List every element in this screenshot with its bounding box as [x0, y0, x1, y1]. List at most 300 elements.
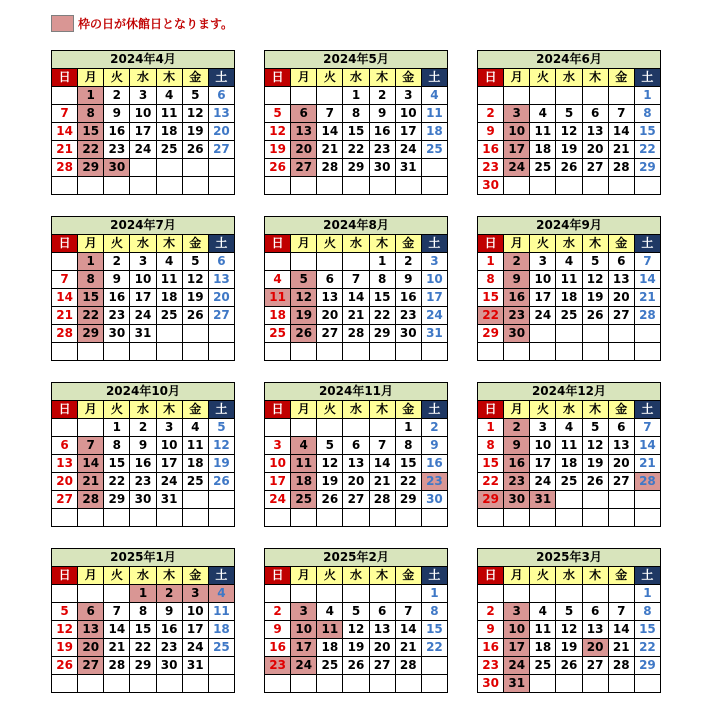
day-cell: 21 — [395, 639, 421, 657]
empty-cell — [208, 343, 234, 361]
empty-cell — [130, 675, 156, 693]
day-cell: 22 — [395, 473, 421, 491]
weekday-header: 火 — [317, 235, 343, 253]
day-cell: 19 — [208, 455, 234, 473]
day-cell: 29 — [634, 159, 660, 177]
closed-day-cell: 30 — [504, 491, 530, 509]
empty-cell — [421, 509, 447, 527]
weekday-header: 月 — [78, 567, 104, 585]
day-cell: 28 — [343, 325, 369, 343]
empty-cell — [156, 509, 182, 527]
day-cell: 17 — [530, 289, 556, 307]
day-cell: 14 — [104, 621, 130, 639]
empty-cell — [265, 177, 291, 195]
day-cell: 5 — [265, 105, 291, 123]
day-cell: 21 — [369, 473, 395, 491]
weekday-header: 金 — [395, 69, 421, 87]
weekday-header: 火 — [104, 401, 130, 419]
closed-day-cell: 5 — [291, 271, 317, 289]
weekday-header: 日 — [478, 567, 504, 585]
month-calendar — [477, 216, 661, 377]
month-calendar — [51, 216, 235, 377]
weekday-header: 木 — [369, 567, 395, 585]
month-calendar — [51, 548, 235, 709]
closed-day-cell: 8 — [78, 271, 104, 289]
day-cell: 9 — [156, 603, 182, 621]
day-cell: 19 — [582, 455, 608, 473]
day-cell: 14 — [369, 455, 395, 473]
weekday-header: 火 — [317, 401, 343, 419]
month-calendar — [477, 382, 661, 543]
weekday-header: 月 — [504, 567, 530, 585]
empty-cell — [265, 87, 291, 105]
day-cell: 22 — [369, 307, 395, 325]
empty-cell — [208, 657, 234, 675]
day-cell: 12 — [265, 123, 291, 141]
weekday-header: 土 — [421, 235, 447, 253]
day-cell: 22 — [634, 639, 660, 657]
empty-cell — [634, 343, 660, 361]
day-cell: 5 — [182, 87, 208, 105]
empty-cell — [582, 675, 608, 693]
day-cell: 4 — [530, 105, 556, 123]
weekday-header: 火 — [530, 401, 556, 419]
day-cell: 26 — [182, 307, 208, 325]
empty-cell — [608, 87, 634, 105]
day-cell: 14 — [608, 123, 634, 141]
closed-day-swatch — [51, 15, 74, 32]
day-cell: 2 — [421, 419, 447, 437]
day-cell: 30 — [421, 491, 447, 509]
day-cell: 1 — [478, 253, 504, 271]
empty-cell — [582, 87, 608, 105]
weekday-header: 木 — [369, 69, 395, 87]
day-cell: 12 — [582, 271, 608, 289]
day-cell: 8 — [130, 603, 156, 621]
day-cell: 20 — [208, 289, 234, 307]
day-cell: 10 — [156, 437, 182, 455]
empty-cell — [421, 177, 447, 195]
day-cell: 28 — [52, 159, 78, 177]
empty-cell — [343, 509, 369, 527]
day-cell: 25 — [530, 159, 556, 177]
day-cell: 5 — [208, 419, 234, 437]
empty-cell — [530, 585, 556, 603]
month-calendar — [477, 548, 661, 709]
empty-cell — [608, 675, 634, 693]
day-cell: 27 — [343, 491, 369, 509]
day-cell: 25 — [182, 473, 208, 491]
day-cell: 7 — [634, 419, 660, 437]
day-cell: 18 — [208, 621, 234, 639]
empty-cell — [582, 177, 608, 195]
day-cell: 9 — [478, 621, 504, 639]
weekday-header: 日 — [265, 567, 291, 585]
weekday-header: 土 — [421, 401, 447, 419]
empty-cell — [291, 253, 317, 271]
day-cell: 11 — [421, 105, 447, 123]
day-cell: 5 — [582, 253, 608, 271]
day-cell: 7 — [343, 271, 369, 289]
day-cell: 8 — [478, 437, 504, 455]
weekday-header: 月 — [504, 235, 530, 253]
day-cell: 7 — [608, 105, 634, 123]
empty-cell — [78, 585, 104, 603]
day-cell: 17 — [130, 123, 156, 141]
weekday-header: 土 — [634, 401, 660, 419]
closed-day-cell: 24 — [291, 657, 317, 675]
weekday-header: 月 — [291, 567, 317, 585]
day-cell: 28 — [52, 325, 78, 343]
empty-cell — [52, 343, 78, 361]
day-cell: 28 — [104, 657, 130, 675]
day-cell: 26 — [343, 657, 369, 675]
day-cell: 18 — [182, 455, 208, 473]
day-cell: 18 — [421, 123, 447, 141]
empty-cell — [582, 343, 608, 361]
closed-day-cell: 9 — [504, 437, 530, 455]
day-cell: 10 — [530, 271, 556, 289]
day-cell: 6 — [582, 105, 608, 123]
weekday-header: 月 — [78, 69, 104, 87]
weekday-header: 水 — [130, 69, 156, 87]
day-cell: 28 — [317, 159, 343, 177]
day-cell: 24 — [130, 141, 156, 159]
day-cell: 27 — [369, 657, 395, 675]
day-cell: 30 — [478, 675, 504, 693]
day-cell: 13 — [208, 105, 234, 123]
day-cell: 28 — [634, 307, 660, 325]
empty-cell — [608, 509, 634, 527]
day-cell: 12 — [556, 123, 582, 141]
day-cell: 6 — [343, 437, 369, 455]
day-cell: 23 — [369, 141, 395, 159]
weekday-header: 木 — [582, 235, 608, 253]
closed-day-cell: 16 — [504, 289, 530, 307]
day-cell: 20 — [582, 141, 608, 159]
day-cell: 15 — [343, 123, 369, 141]
month-calendar — [477, 50, 661, 211]
day-cell: 24 — [530, 307, 556, 325]
day-cell: 30 — [369, 159, 395, 177]
month-calendar — [264, 216, 448, 377]
legend — [51, 13, 233, 33]
day-cell: 21 — [52, 141, 78, 159]
day-cell: 20 — [343, 473, 369, 491]
day-cell: 26 — [556, 657, 582, 675]
empty-cell — [182, 177, 208, 195]
weekday-header: 土 — [421, 567, 447, 585]
empty-cell — [182, 159, 208, 177]
day-cell: 15 — [369, 289, 395, 307]
empty-cell — [291, 177, 317, 195]
empty-cell — [421, 675, 447, 693]
day-cell: 24 — [156, 473, 182, 491]
day-cell: 3 — [530, 253, 556, 271]
day-cell: 9 — [369, 105, 395, 123]
day-cell: 9 — [104, 105, 130, 123]
day-cell: 9 — [265, 621, 291, 639]
closed-day-cell: 23 — [421, 473, 447, 491]
day-cell: 2 — [395, 253, 421, 271]
weekday-header: 土 — [634, 567, 660, 585]
day-cell: 16 — [421, 455, 447, 473]
empty-cell — [52, 253, 78, 271]
empty-cell — [265, 343, 291, 361]
empty-cell — [291, 509, 317, 527]
empty-cell — [265, 419, 291, 437]
day-cell: 21 — [634, 455, 660, 473]
day-cell: 3 — [421, 253, 447, 271]
closed-day-cell: 22 — [78, 141, 104, 159]
empty-cell — [343, 253, 369, 271]
day-cell: 1 — [478, 419, 504, 437]
day-cell: 18 — [156, 123, 182, 141]
day-cell: 19 — [52, 639, 78, 657]
day-cell: 24 — [265, 491, 291, 509]
day-cell: 16 — [369, 123, 395, 141]
month-calendar — [264, 548, 448, 709]
empty-cell — [291, 419, 317, 437]
day-cell: 25 — [265, 325, 291, 343]
day-cell: 20 — [317, 307, 343, 325]
weekday-header: 火 — [104, 69, 130, 87]
day-cell: 17 — [395, 123, 421, 141]
weekday-header: 木 — [582, 401, 608, 419]
day-cell: 31 — [130, 325, 156, 343]
day-cell: 17 — [130, 289, 156, 307]
day-cell: 3 — [130, 253, 156, 271]
weekday-header: 月 — [78, 235, 104, 253]
day-cell: 23 — [104, 307, 130, 325]
empty-cell — [582, 585, 608, 603]
day-cell: 21 — [52, 307, 78, 325]
empty-cell — [317, 675, 343, 693]
closed-day-cell: 10 — [504, 123, 530, 141]
day-cell: 28 — [608, 657, 634, 675]
weekday-header: 日 — [478, 401, 504, 419]
day-cell: 15 — [104, 455, 130, 473]
empty-cell — [291, 87, 317, 105]
day-cell: 14 — [634, 271, 660, 289]
weekday-header: 月 — [504, 401, 530, 419]
empty-cell — [317, 419, 343, 437]
day-cell: 3 — [395, 87, 421, 105]
day-cell: 19 — [182, 289, 208, 307]
day-cell: 29 — [104, 491, 130, 509]
closed-day-cell: 4 — [208, 585, 234, 603]
day-cell: 9 — [395, 271, 421, 289]
closed-day-cell: 2 — [504, 253, 530, 271]
closed-day-cell: 4 — [291, 437, 317, 455]
empty-cell — [395, 177, 421, 195]
day-cell: 16 — [478, 141, 504, 159]
closed-day-cell: 29 — [478, 491, 504, 509]
empty-cell — [608, 343, 634, 361]
day-cell: 29 — [634, 657, 660, 675]
weekday-header: 金 — [395, 567, 421, 585]
empty-cell — [130, 177, 156, 195]
empty-cell — [104, 585, 130, 603]
weekday-header: 日 — [265, 401, 291, 419]
empty-cell — [52, 675, 78, 693]
empty-cell — [317, 177, 343, 195]
empty-cell — [421, 343, 447, 361]
empty-cell — [343, 343, 369, 361]
closed-day-cell: 3 — [291, 603, 317, 621]
weekday-header: 日 — [52, 401, 78, 419]
closed-day-cell: 20 — [78, 639, 104, 657]
day-cell: 15 — [634, 123, 660, 141]
day-cell: 28 — [608, 159, 634, 177]
day-cell: 9 — [478, 123, 504, 141]
day-cell: 7 — [52, 271, 78, 289]
day-cell: 15 — [130, 621, 156, 639]
day-cell: 1 — [634, 585, 660, 603]
weekday-header: 火 — [530, 235, 556, 253]
day-cell: 27 — [52, 491, 78, 509]
weekday-header: 土 — [208, 69, 234, 87]
weekday-header: 木 — [369, 235, 395, 253]
day-cell: 7 — [104, 603, 130, 621]
empty-cell — [608, 325, 634, 343]
day-cell: 12 — [182, 105, 208, 123]
day-cell: 29 — [395, 491, 421, 509]
day-cell: 7 — [317, 105, 343, 123]
day-cell: 20 — [52, 473, 78, 491]
day-cell: 13 — [582, 621, 608, 639]
closed-day-cell: 10 — [504, 621, 530, 639]
empty-cell — [530, 675, 556, 693]
day-cell: 16 — [104, 289, 130, 307]
day-cell: 12 — [343, 621, 369, 639]
day-cell: 26 — [317, 491, 343, 509]
closed-day-cell: 17 — [504, 639, 530, 657]
weekday-header: 木 — [582, 567, 608, 585]
day-cell: 25 — [556, 473, 582, 491]
day-cell: 29 — [130, 657, 156, 675]
closed-day-cell: 17 — [504, 141, 530, 159]
day-cell: 25 — [556, 307, 582, 325]
day-cell: 4 — [317, 603, 343, 621]
closed-day-cell: 19 — [291, 307, 317, 325]
day-cell: 9 — [130, 437, 156, 455]
closed-day-cell: 6 — [291, 105, 317, 123]
day-cell: 5 — [582, 419, 608, 437]
day-cell: 1 — [343, 87, 369, 105]
month-title: 2024年10月 — [52, 383, 235, 401]
day-cell: 10 — [182, 603, 208, 621]
empty-cell — [156, 159, 182, 177]
day-cell: 16 — [478, 639, 504, 657]
closed-day-cell: 30 — [104, 159, 130, 177]
day-cell: 25 — [317, 657, 343, 675]
day-cell: 19 — [265, 141, 291, 159]
closed-day-cell: 17 — [291, 639, 317, 657]
closed-day-cell: 29 — [78, 325, 104, 343]
empty-cell — [130, 343, 156, 361]
weekday-header: 水 — [130, 401, 156, 419]
day-cell: 18 — [556, 455, 582, 473]
empty-cell — [395, 509, 421, 527]
closed-day-cell: 28 — [634, 473, 660, 491]
day-cell: 3 — [156, 419, 182, 437]
closed-day-cell: 25 — [291, 491, 317, 509]
closed-day-cell: 12 — [291, 289, 317, 307]
weekday-header: 日 — [265, 69, 291, 87]
day-cell: 15 — [395, 455, 421, 473]
day-cell: 16 — [156, 621, 182, 639]
day-cell: 18 — [556, 289, 582, 307]
day-cell: 12 — [52, 621, 78, 639]
day-cell: 27 — [582, 159, 608, 177]
weekday-header: 木 — [582, 69, 608, 87]
weekday-header: 金 — [608, 235, 634, 253]
closed-day-cell: 28 — [78, 491, 104, 509]
day-cell: 31 — [156, 491, 182, 509]
weekday-header: 火 — [317, 69, 343, 87]
empty-cell — [52, 87, 78, 105]
empty-cell — [343, 177, 369, 195]
day-cell: 23 — [478, 657, 504, 675]
weekday-header: 日 — [478, 69, 504, 87]
weekday-header: 水 — [556, 69, 582, 87]
empty-cell — [104, 509, 130, 527]
empty-cell — [369, 675, 395, 693]
day-cell: 24 — [130, 307, 156, 325]
empty-cell — [156, 343, 182, 361]
empty-cell — [395, 585, 421, 603]
day-cell: 14 — [52, 289, 78, 307]
weekday-header: 日 — [52, 235, 78, 253]
day-cell: 21 — [608, 141, 634, 159]
day-cell: 8 — [421, 603, 447, 621]
empty-cell — [582, 325, 608, 343]
day-cell: 11 — [182, 437, 208, 455]
weekday-header: 水 — [130, 567, 156, 585]
day-cell: 12 — [182, 271, 208, 289]
day-cell: 3 — [530, 419, 556, 437]
day-cell: 8 — [395, 437, 421, 455]
empty-cell — [421, 159, 447, 177]
empty-cell — [634, 491, 660, 509]
empty-cell — [556, 325, 582, 343]
day-cell: 30 — [104, 325, 130, 343]
day-cell: 26 — [582, 307, 608, 325]
closed-day-cell: 1 — [78, 253, 104, 271]
closed-day-cell: 21 — [78, 473, 104, 491]
day-cell: 5 — [556, 603, 582, 621]
day-cell: 23 — [395, 307, 421, 325]
empty-cell — [265, 509, 291, 527]
closed-day-cell: 27 — [291, 159, 317, 177]
day-cell: 11 — [556, 437, 582, 455]
day-cell: 19 — [556, 141, 582, 159]
day-cell: 2 — [369, 87, 395, 105]
empty-cell — [156, 325, 182, 343]
day-cell: 6 — [208, 87, 234, 105]
month-title: 2024年8月 — [265, 217, 448, 235]
day-cell: 16 — [395, 289, 421, 307]
day-cell: 26 — [265, 159, 291, 177]
legend-text: 枠の日が休館日となります。 — [78, 16, 234, 31]
day-cell: 13 — [582, 123, 608, 141]
empty-cell — [556, 87, 582, 105]
weekday-header: 火 — [530, 69, 556, 87]
empty-cell — [556, 675, 582, 693]
day-cell: 22 — [478, 473, 504, 491]
day-cell: 12 — [556, 621, 582, 639]
